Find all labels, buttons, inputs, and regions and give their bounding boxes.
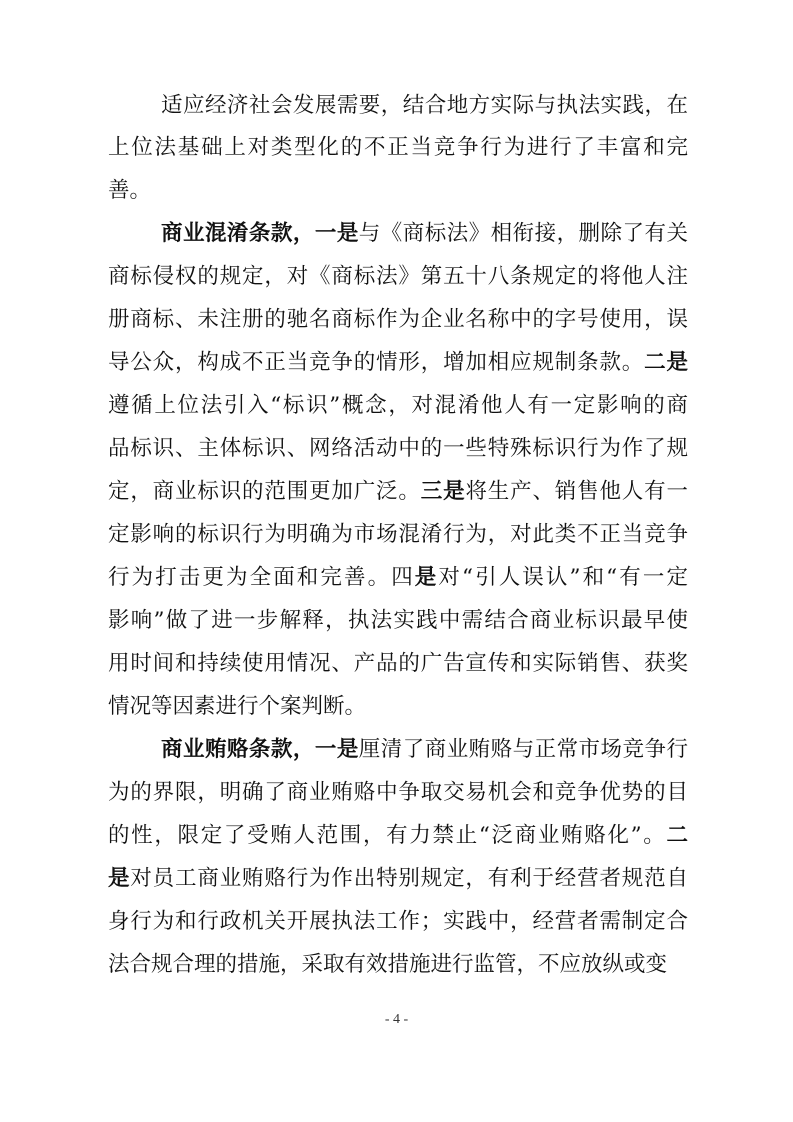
text-run: 法合规合理的措施，采取有效措施进行监管，不应放纵或变 [108, 952, 668, 977]
bold-text: 商业贿赂条款， [161, 737, 315, 762]
paragraph-commercial-bribery-line [161, 733, 688, 767]
bold-text: 是 [414, 565, 439, 590]
paragraph-intro-line [108, 131, 688, 165]
text-run: 厘清了商业贿赂与正常市场竞争行 [358, 737, 688, 762]
text-run: 行为打击更为全面和完善。四 [108, 565, 415, 590]
text-run: 身行为和行政机关开展执法工作；实践中，经营者需制定合 [108, 909, 688, 934]
bold-text: 二 [666, 823, 688, 848]
text-run: 上位法基础上对类型化的不正当竞争行为进行了丰富和完 [108, 135, 688, 160]
paragraph-commercial-confusion-line [108, 690, 688, 724]
bold-text: 是 [108, 866, 131, 891]
text-run: 的性，限定了受贿人范围，有力禁止“泛商业贿赂化”。 [108, 823, 667, 848]
paragraph-commercial-bribery-line [108, 948, 688, 982]
page-number: - 4 - [384, 1012, 409, 1027]
text-run: 情况等因素进行个案判断。 [108, 694, 367, 719]
bold-text: 二是 [644, 350, 688, 375]
paragraph-commercial-confusion-line [108, 561, 688, 595]
text-run: 对员工商业贿赂行为作出特别规定，有利于经营者规范自 [130, 866, 688, 891]
text-run: 为的界限，明确了商业贿赂中争取交易机会和竞争优势的目 [108, 780, 688, 805]
paragraph-commercial-confusion-line [108, 346, 688, 380]
bold-text: 一是 [314, 221, 359, 246]
paragraph-commercial-confusion-line [108, 647, 688, 681]
paragraph-commercial-bribery-line [108, 776, 688, 810]
bold-text: 商业混淆条款， [161, 221, 315, 246]
text-run: 册商标、未注册的驰名商标作为企业名称中的字号使用，误 [108, 307, 688, 332]
text-run: 遵循上位法引入“标识”概念，对混淆他人有一定影响的商 [108, 393, 688, 418]
text-run: 导公众，构成不正当竞争的情形，增加相应规制条款。 [108, 350, 645, 375]
text-run: 品标识、主体标识、网络活动中的一些特殊标识行为作了规 [108, 436, 688, 461]
paragraph-commercial-confusion-line [108, 518, 688, 552]
paragraph-commercial-confusion-line [108, 303, 688, 337]
paragraph-commercial-confusion-line [108, 604, 688, 638]
text-run: 善。 [108, 178, 152, 203]
text-run: 与《商标法》相衔接，删除了有关 [358, 221, 688, 246]
bold-text: 三是 [420, 479, 466, 504]
paragraph-commercial-confusion-line [108, 432, 688, 466]
paragraph-commercial-bribery-line [108, 819, 688, 853]
paragraph-commercial-confusion-line [108, 475, 688, 509]
text-run: 商标侵权的规定，对《商标法》第五十八条规定的将他人注 [108, 264, 688, 289]
paragraph-commercial-bribery-line [108, 905, 688, 939]
text-run: 定影响的标识行为明确为市场混淆行为，对此类不正当竞争 [108, 522, 688, 547]
paragraph-intro-line [161, 89, 688, 123]
paragraph-commercial-confusion-line [108, 260, 688, 294]
bold-text: 一是 [314, 737, 359, 762]
text-run: 将生产、销售他人有一 [465, 479, 688, 504]
text-run: 适应经济社会发展需要，结合地方实际与执法实践，在 [161, 93, 688, 118]
paragraph-commercial-confusion-line [108, 389, 688, 423]
paragraph-intro-line [108, 174, 688, 208]
text-run: 影响”做了进一步解释，执法实践中需结合商业标识最早使 [108, 608, 688, 633]
text-run: 用时间和持续使用情况、产品的广告宣传和实际销售、获奖 [108, 651, 688, 676]
text-run: 对“引人误认”和“有一定 [438, 565, 688, 590]
text-run: 定，商业标识的范围更加广泛。 [108, 479, 421, 504]
paragraph-commercial-confusion-line [161, 217, 688, 251]
paragraph-commercial-bribery-line [108, 862, 688, 896]
